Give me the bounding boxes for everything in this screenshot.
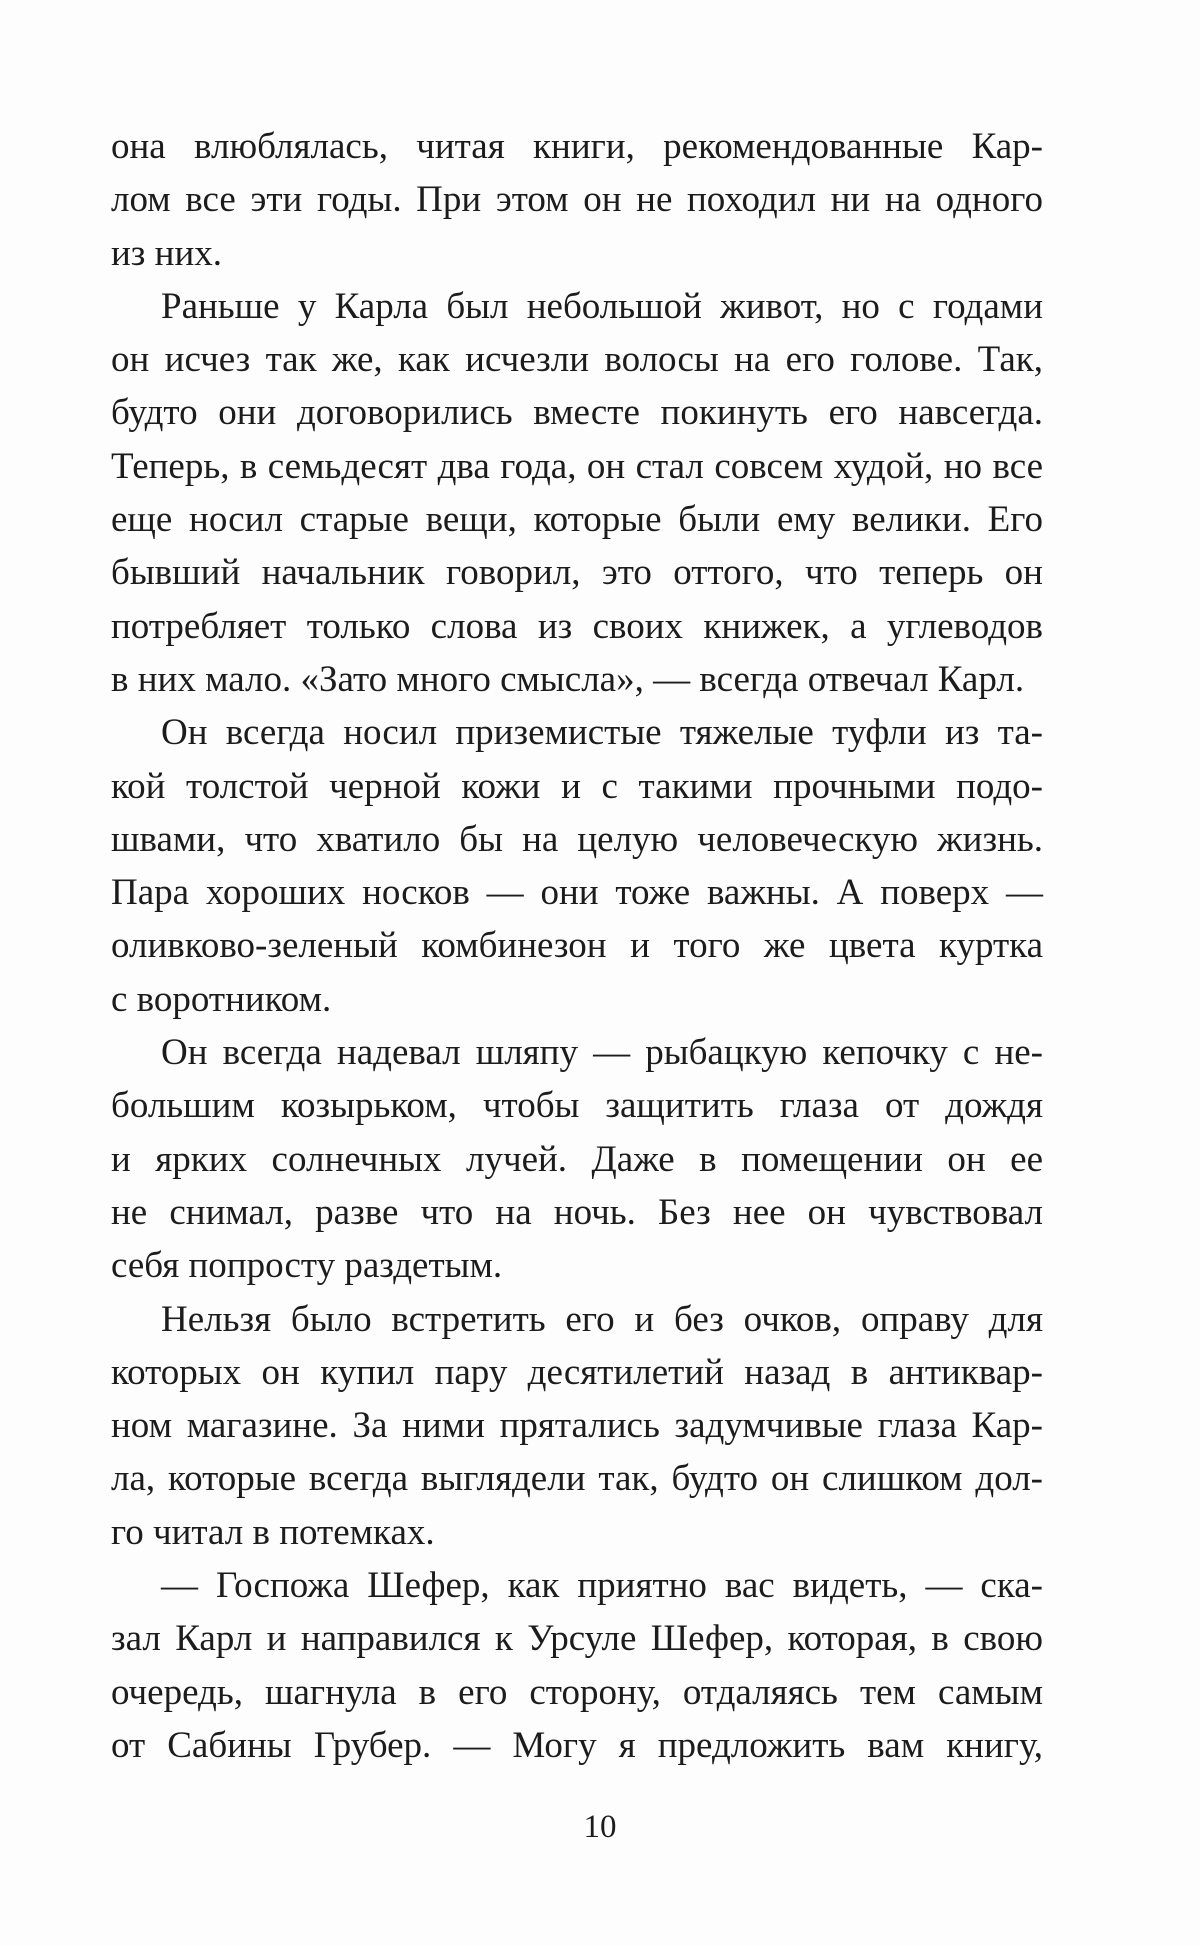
text-line: зал Карл и направился к Урсуле Шефер, которая, в свою bbox=[111, 1618, 1043, 1660]
text-line: от Сабины Грубер. — Могу я предложить вам книгу, bbox=[111, 1724, 1043, 1766]
text-line: Нельзя было встретить его и без очков, оправу для bbox=[161, 1298, 1043, 1340]
text-line: лом все эти годы. При этом он не походил ни на одного bbox=[111, 179, 1043, 221]
text-line: Он всегда носил приземистые тяжелые туфли из та- bbox=[161, 712, 1043, 754]
page-number: 10 bbox=[583, 1809, 617, 1845]
text-line: бывший начальник говорил, это оттого, что теперь он bbox=[111, 552, 1043, 594]
text-line: себя попросту раздетым. bbox=[111, 1245, 503, 1287]
text-line: из них. bbox=[111, 232, 223, 274]
text-line: швами, что хватило бы на целую человеческую жизнь. bbox=[111, 818, 1043, 860]
text-line: — Госпожа Шефер, как приятно вас видеть, — ска- bbox=[161, 1565, 1043, 1607]
text-line: Он всегда надевал шляпу — рыбацкую кепочку с не- bbox=[161, 1032, 1043, 1074]
text-line: и ярких солнечных лучей. Даже в помещении он ее bbox=[111, 1138, 1043, 1180]
text-line: будто они договорились вместе покинуть его навсегда. bbox=[111, 392, 1043, 434]
text-line: в них мало. «Зато много смысла», — всегда отвечал Карл. bbox=[111, 658, 1025, 700]
text-line: которых он купил пару десятилетий назад в антиквар- bbox=[111, 1351, 1043, 1393]
text-line: с воротником. bbox=[111, 978, 332, 1020]
text-line: еще носил старые вещи, которые были ему велики. Его bbox=[111, 499, 1043, 541]
text-line: она влюблялась, читая книги, рекомендованные Кар- bbox=[111, 126, 1043, 167]
text-line: большим козырьком, чтобы защитить глаза от дождя bbox=[111, 1085, 1043, 1127]
text-line: Раньше у Карла был небольшой живот, но с годами bbox=[161, 285, 1043, 327]
text-line: Теперь, в семьдесят два года, он стал совсем худой, но все bbox=[111, 445, 1043, 487]
text-line: оливково-зеленый комбинезон и того же цвета куртка bbox=[111, 925, 1043, 967]
text-line: не снимал, разве что на ночь. Без нее он чувствовал bbox=[111, 1191, 1043, 1233]
text-line: очередь, шагнула в его сторону, отдаляясь тем самым bbox=[111, 1671, 1043, 1713]
text-line: кой толстой черной кожи и с такими прочными подо- bbox=[111, 765, 1043, 807]
text-line: го читал в потемках. bbox=[111, 1511, 435, 1553]
text-line: ном магазине. За ними прятались задумчивые глаза Кар- bbox=[111, 1405, 1043, 1447]
text-line: он исчез так же, как исчезли волосы на его голове. Так, bbox=[111, 339, 1043, 381]
text-line: ла, которые всегда выглядели так, будто он слишком дол- bbox=[111, 1458, 1043, 1500]
text-line: потребляет только слова из своих книжек, а углеводов bbox=[111, 605, 1043, 647]
page-body-text bbox=[111, 120, 1043, 1772]
text-line: Пара хороших носков — они тоже важны. А поверх — bbox=[111, 872, 1043, 914]
